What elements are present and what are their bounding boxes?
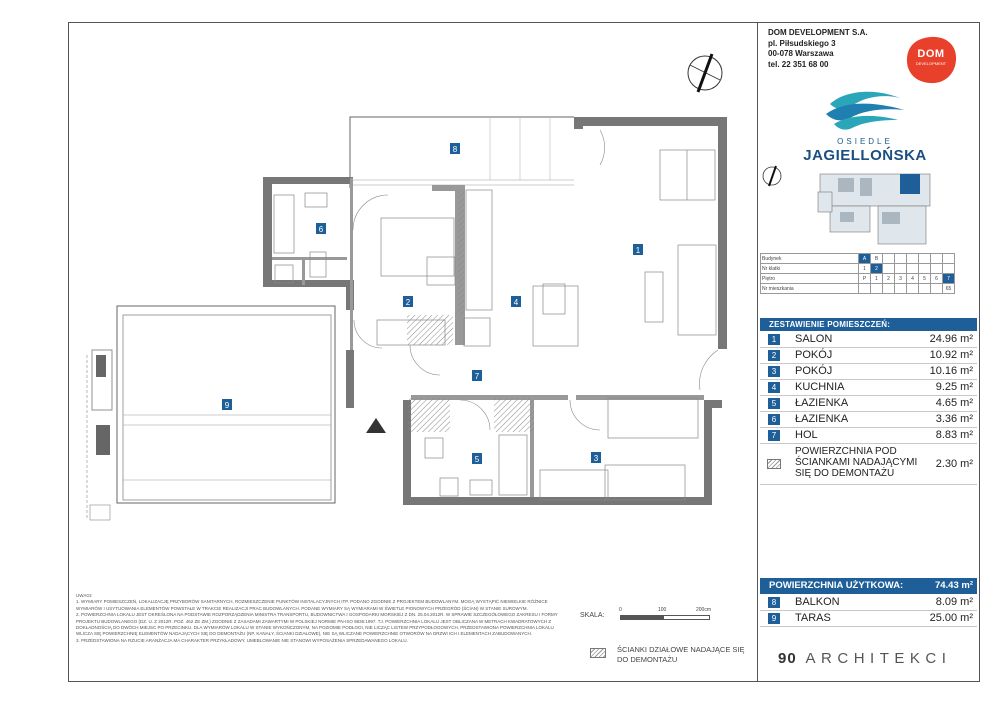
outdoor-areas-list [760, 595, 977, 627]
room-label-5 [472, 453, 482, 464]
scale-tick-0: 0 [619, 607, 622, 613]
exterior-walls [263, 117, 727, 505]
demolition-line2: ŚCIANKAMI NADAJĄCYMI [795, 457, 918, 468]
info-building-a: A [859, 254, 871, 264]
compass-icon [688, 54, 722, 92]
estate-logo-line1: OSIEDLE [837, 137, 893, 146]
info-staircase-1: 1 [859, 264, 871, 274]
info-row-building [761, 254, 955, 264]
info-floor-6: 6 [931, 274, 943, 284]
svg-text:5: 5 [474, 455, 480, 464]
svg-text:1: 1 [635, 246, 641, 255]
rooms-header: ZESTAWIENIE POMIESZCZEŃ: [760, 318, 977, 331]
company-info [768, 28, 868, 70]
scale-tick-200: 200cm [696, 607, 712, 613]
estate-logo [800, 84, 930, 164]
outdoor-row: 9 TARAS 25.00 m² [760, 611, 977, 627]
estate-logo-line2: JAGIELLOŃSKA [803, 147, 927, 164]
interior-walls [272, 178, 704, 497]
company-street: pl. Piłsudskiego 3 [768, 38, 836, 48]
svg-text:6: 6 [318, 225, 324, 234]
total-area-bar [760, 578, 977, 594]
notes [76, 593, 566, 644]
info-label-building: Budynek [761, 254, 859, 264]
key-plan-unit-highlight [900, 174, 920, 194]
svg-text:9: 9 [224, 401, 230, 410]
demolition-row [760, 444, 977, 485]
key-plan [760, 162, 976, 250]
total-area-label: POWIERZCHNIA UŻYTKOWA: [769, 580, 904, 591]
total-area-value: 74.43 m² [934, 580, 973, 591]
room-label-1 [633, 244, 643, 255]
info-row-staircase [761, 264, 955, 274]
architect-name: ARCHITEKCI [805, 650, 952, 667]
room-label-8 [450, 143, 460, 154]
note-2: 2. POWIERZCHNIA LOKALU JEST OKREŚLONA NA PODSTAWIE ROZPORZĄDZENIA MINISTRA TRANSPORTU, BUDOWNICTWA I GOSPODARKI MORSKIEJ Z DN. 25.04.2012R. W SPRAWIE SZCZEGÓŁOWEGO ZAKRESU I FORMY PROJEKTU BUDOWLANEGO (DZ. U. Z 2012R. POZ. 462 ZE ZM.) ZGODNIE Z ZASADAMI ZAWARTYMI W POLSKIEJ NORMIE PN-ISO 9836:1997. TJ. POWIERZCHNIA LOKALU JEST OBLICZANA W METRACH KWADRATOWYCH Z DOKŁADNOŚCIĄ DO DWÓCH MIEJSC PO PRZECINKU. DLA WYMIARÓW LOKALU W STANIE WYKOŃCZONYM, NA POZIOMIE PODŁOGI, NIE LICZĄC LISTEW PRZYPODŁOGOWYCH. PRZEDSTAWIONA POWIERZCHNIA LOKALU WLICZA SIĘ POWIERZCHNIĘ ELEMENTÓW NADAJĄCYCH SIĘ DO DEMONTAŻU (NP. KANAŁY, ŚCIANKI DZIAŁOWE), NIE SĄ WLICZANE POWIERZCHNIE OTWORÓW NA DRZWI ICH I ELEMENTACH ZABUDOWANYCH. [76, 612, 558, 637]
legend-text: ŚCIANKI DZIAŁOWE NADAJĄCE SIĘ DO DEMONTAŻU [617, 645, 745, 664]
room-row: 7 HOL 8.83 m² [760, 428, 977, 444]
room-row: 4 KUCHNIA 9.25 m² [760, 380, 977, 396]
note-3: 3. PRZEDSTAWIONA NA RZUCIE ARANŻACJA MA CHARAKTER PRZYKŁADOWY, UMEBLOWANIE NIE STANOWI WYPOSAŻENIA SPRZEDAWANEGO LOKALU. [76, 637, 408, 643]
info-label-unit: Nr mieszkania [761, 284, 859, 294]
info-building-b: B [871, 254, 883, 264]
room-label-4 [511, 296, 521, 307]
key-plan-compass-icon [763, 166, 781, 186]
wave-icon [800, 84, 930, 136]
company-phone: tel. 22 351 68 00 [768, 59, 829, 69]
architect-mark: 90 [778, 650, 797, 667]
info-staircase-2: 2 [871, 264, 883, 274]
demolition-line1: POWIERZCHNIA POD [795, 446, 897, 457]
info-floor-4: 4 [907, 274, 919, 284]
legend-hatch-icon [590, 648, 606, 658]
demolition-area: 2.30 m² [935, 458, 973, 470]
room-row: 2 POKÓJ 10.92 m² [760, 348, 977, 364]
info-floor-2: 2 [883, 274, 895, 284]
info-floor-1: 1 [871, 274, 883, 284]
outdoor-row: 8 BALKON 8.09 m² [760, 595, 977, 611]
scale-bar [619, 607, 712, 624]
info-floor-3: 3 [895, 274, 907, 284]
svg-text:2: 2 [405, 298, 411, 307]
dom-development-logo [903, 34, 959, 86]
room-label-2 [403, 296, 413, 307]
info-row-unit [761, 284, 955, 294]
info-floor-p: P [859, 274, 871, 284]
note-1: 1. WYMIARY POMIESZCZEŃ, LOKALIZACJĘ PRZYBORÓW SANITARNYCH, ROZMIESZCZENIE PUNKTÓW INSTALACYJNYCH ITP. PODANO ZGODNIE Z PROJEKTEM BUDOWLANYM. MOGĄ WYSTĄPIĆ NIEWIELKIE RÓŻNICE WYMIARÓW I USYTUOWANIA ELEMENTÓW POWSTAŁE W TRAKCIE REALIZACJI PRAC BUDOWLANYCH. PODANE WYMIARY SĄ WYMIARAMI W ŚWIETLE PIONOWYCH PRZEGRÓD (ŚCIAN) W STANIE SUROWYM. [76, 599, 548, 611]
room-label-9 [222, 399, 232, 410]
svg-text:4: 4 [513, 298, 519, 307]
architect-logo [778, 650, 951, 667]
room-row: 5 ŁAZIENKA 4.65 m² [760, 396, 977, 412]
dom-logo-subtext: DEVELOPMENT [915, 61, 947, 66]
info-floor-5: 5 [919, 274, 931, 284]
company-city: 00-078 Warszawa [768, 49, 834, 58]
terrace-area [87, 306, 335, 520]
svg-text:7: 7 [474, 372, 480, 381]
room-label-7 [472, 370, 482, 381]
balcony-area [350, 117, 574, 188]
rooms-list [760, 332, 977, 485]
entrance-marker-icon [366, 418, 386, 433]
unit-info-table [760, 253, 955, 294]
furniture [274, 150, 716, 500]
info-row-floor [761, 274, 955, 284]
demolition-hatch-icon [767, 459, 781, 469]
room-label-3 [591, 452, 601, 463]
info-label-floor: Piętro [761, 274, 859, 284]
room-row: 3 POKÓJ 10.16 m² [760, 364, 977, 380]
room-row: 1 SALON 24.96 m² [760, 332, 977, 348]
company-name: DOM DEVELOPMENT S.A. [768, 28, 868, 37]
svg-text:8: 8 [452, 145, 458, 154]
scale-label: SKALA: [580, 612, 605, 619]
svg-text:3: 3 [593, 454, 599, 463]
scale-tick-100: 100 [658, 607, 667, 613]
demolition-line3: SIĘ DO DEMONTAŻU [795, 468, 895, 479]
notes-title: UWAGI: [76, 593, 93, 598]
info-label-staircase: Nr klatki [761, 264, 859, 274]
dom-logo-text: DOM [917, 48, 945, 60]
info-unit-number: 65 [943, 284, 955, 294]
room-row: 6 ŁAZIENKA 3.36 m² [760, 412, 977, 428]
room-label-6 [316, 223, 326, 234]
info-floor-7: 7 [943, 274, 955, 284]
